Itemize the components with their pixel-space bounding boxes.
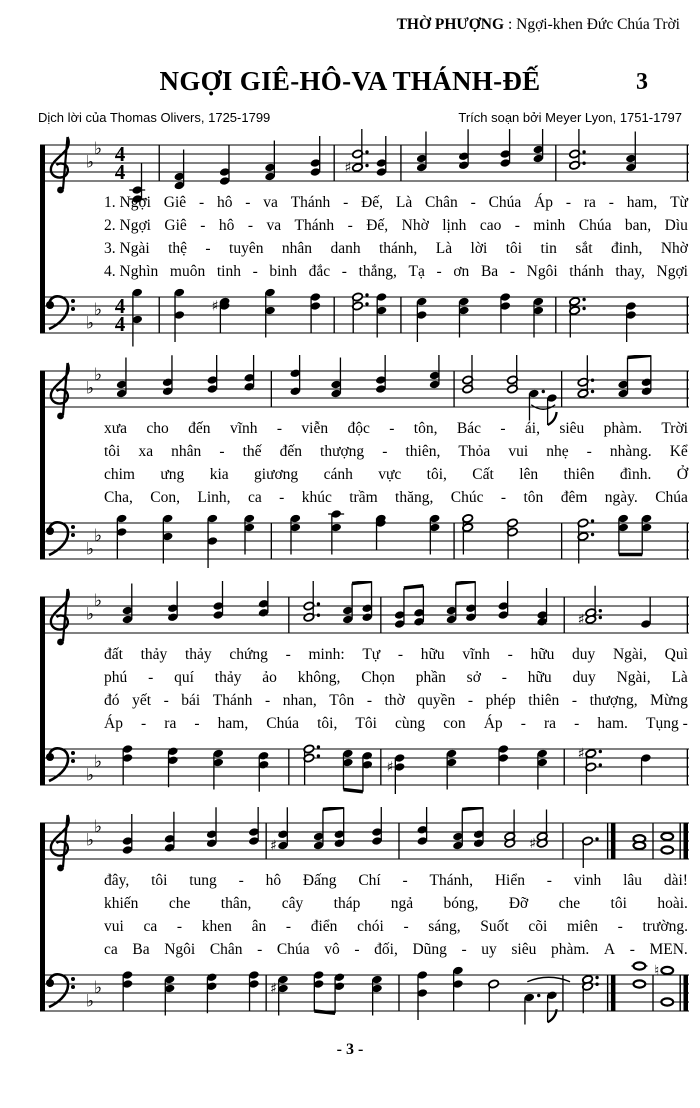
svg-text:♭: ♭ xyxy=(94,817,103,837)
lyrics-line: đất thảy thảy chứng - minh: Tự - hữu vĩnh - hữu duy Ngài, Quì xyxy=(104,646,688,663)
system-3 xyxy=(40,581,690,807)
music-score xyxy=(0,129,700,1033)
svg-text:♭: ♭ xyxy=(86,152,95,173)
lyrics-line: 2. Ngợi Giê - hô - va Thánh - Đế, Nhờ lịnh cao - minh Chúa ban, Dìu xyxy=(104,217,688,234)
lyrics-line: đó yết - bái Thánh - nhan, Tôn - thờ quyền - phép thiên - thượng, Mừng xyxy=(104,692,688,709)
lyrics-line: ca Ba Ngôi Chân - Chúa vô - đối, Dũng - uy siêu phàm. A - MEN. xyxy=(104,941,688,958)
svg-text:♯: ♯ xyxy=(270,981,277,997)
svg-text:♭: ♭ xyxy=(94,139,103,159)
system-barline xyxy=(40,823,45,1011)
section-separator: : xyxy=(504,16,517,33)
lyrics-line: đây, tôi tung - hô Đấng Chí - Thánh, Hiển - vinh lâu dài! xyxy=(104,872,688,889)
svg-text:♭: ♭ xyxy=(94,526,103,546)
svg-text:♭: ♭ xyxy=(86,539,95,560)
svg-text:♭: ♭ xyxy=(86,313,95,334)
lyrics-line: Cha, Con, Linh, ca - khúc trầm thăng, Chúc - tôn đêm ngày. Chúa xyxy=(104,489,688,506)
lyrics-block xyxy=(40,643,690,735)
lyrics-line: 1. Ngợi Giê - hô - va Thánh - Đế, Là Chân - Chúa Áp - ra - ham, Từ xyxy=(104,194,688,211)
lyrics-line: xưa cho đến vĩnh - viễn độc - tôn, Bác - ái, siêu phàm. Trời xyxy=(104,420,688,437)
title-row xyxy=(0,66,700,102)
svg-text:♭: ♭ xyxy=(86,765,95,786)
system-2 xyxy=(40,355,690,581)
system-barline xyxy=(40,145,45,333)
lyrics-line: tôi xa nhân - thế đến thượng - thiên, Thỏa vui nhẹ - nhàng. Kể xyxy=(104,443,688,460)
svg-text:♯: ♯ xyxy=(577,612,585,628)
system-1 xyxy=(40,129,690,355)
svg-text:4: 4 xyxy=(114,160,126,184)
lyrics-line: phú - quí thảy ảo không, Chọn phần sở - hữu duy Ngài, Là xyxy=(104,669,688,686)
page-number: - 3 - xyxy=(336,1041,364,1058)
lyrics-block xyxy=(40,869,690,961)
lyrics-line: 3. Ngài thệ - tuyên nhân danh thánh, Là lời tôi tin sắt đinh, Nhờ xyxy=(104,240,688,257)
svg-text:♭: ♭ xyxy=(94,978,103,998)
lyrics-line: khiến che thân, cây tháp ngả bóng, Đỡ che tôi hoài. xyxy=(104,895,688,912)
svg-text:♭: ♭ xyxy=(94,365,103,385)
section-header xyxy=(0,0,700,34)
svg-text:4: 4 xyxy=(114,312,126,336)
lyrics-line: 4. Nghìn muôn tinh - binh đắc - thắng, Tạ - ơn Ba - Ngôi thánh thay, Ngợi xyxy=(104,263,688,280)
svg-text:♯: ♯ xyxy=(577,746,585,762)
bass-staff xyxy=(40,281,690,355)
svg-text:♮: ♮ xyxy=(654,963,660,979)
lyrics-block xyxy=(40,417,690,509)
section-subtitle: Ngợi-khen Đức Chúa Trời xyxy=(516,16,680,33)
system-4 xyxy=(40,807,690,1033)
svg-text:♯: ♯ xyxy=(529,835,536,852)
svg-text:♭: ♭ xyxy=(94,752,103,772)
hymn-title: NGỢI GIÊ-HÔ-VA THÁNH-ĐẾ xyxy=(159,66,541,96)
svg-text:♯: ♯ xyxy=(270,838,277,854)
svg-text:♭: ♭ xyxy=(86,830,95,851)
lyrics-line: vui ca - khen ân - điển chói - sáng, Suốt cõi miên - trường. xyxy=(104,918,688,935)
section-category: THỜ PHƯỢNG xyxy=(396,16,505,33)
music-credit: Trích soạn bởi Meyer Lyon, 1751-1797 xyxy=(458,110,682,125)
system-barline xyxy=(40,597,45,785)
svg-text:♯: ♯ xyxy=(211,298,219,315)
svg-text:♭: ♭ xyxy=(86,604,95,625)
svg-text:♭: ♭ xyxy=(86,991,95,1012)
credits-row xyxy=(38,110,682,125)
svg-text:♯: ♯ xyxy=(344,160,352,176)
svg-text:♭: ♭ xyxy=(94,300,103,320)
bass-staff xyxy=(40,959,690,1033)
svg-text:♯: ♯ xyxy=(386,759,394,776)
system-barline xyxy=(40,371,45,559)
svg-text:♭: ♭ xyxy=(94,591,103,611)
svg-text:4: 4 xyxy=(114,294,126,318)
bass-staff xyxy=(40,507,690,581)
lyrics-line: chim ưng kia giương cánh vực tôi, Cất lên thiên đình. Ở xyxy=(104,466,688,483)
bass-staff xyxy=(40,733,690,807)
svg-text:4: 4 xyxy=(114,142,126,166)
hymn-number: 3 xyxy=(636,69,648,95)
lyrics-block xyxy=(40,191,690,283)
svg-text:♭: ♭ xyxy=(86,378,95,399)
lyrics-line: Áp - ra - ham, Chúa tôi, Tôi cùng con Áp - ra - ham. Tụng - xyxy=(104,715,688,732)
lyrics-credit: Dịch lời của Thomas Olivers, 1725-1799 xyxy=(38,110,271,125)
